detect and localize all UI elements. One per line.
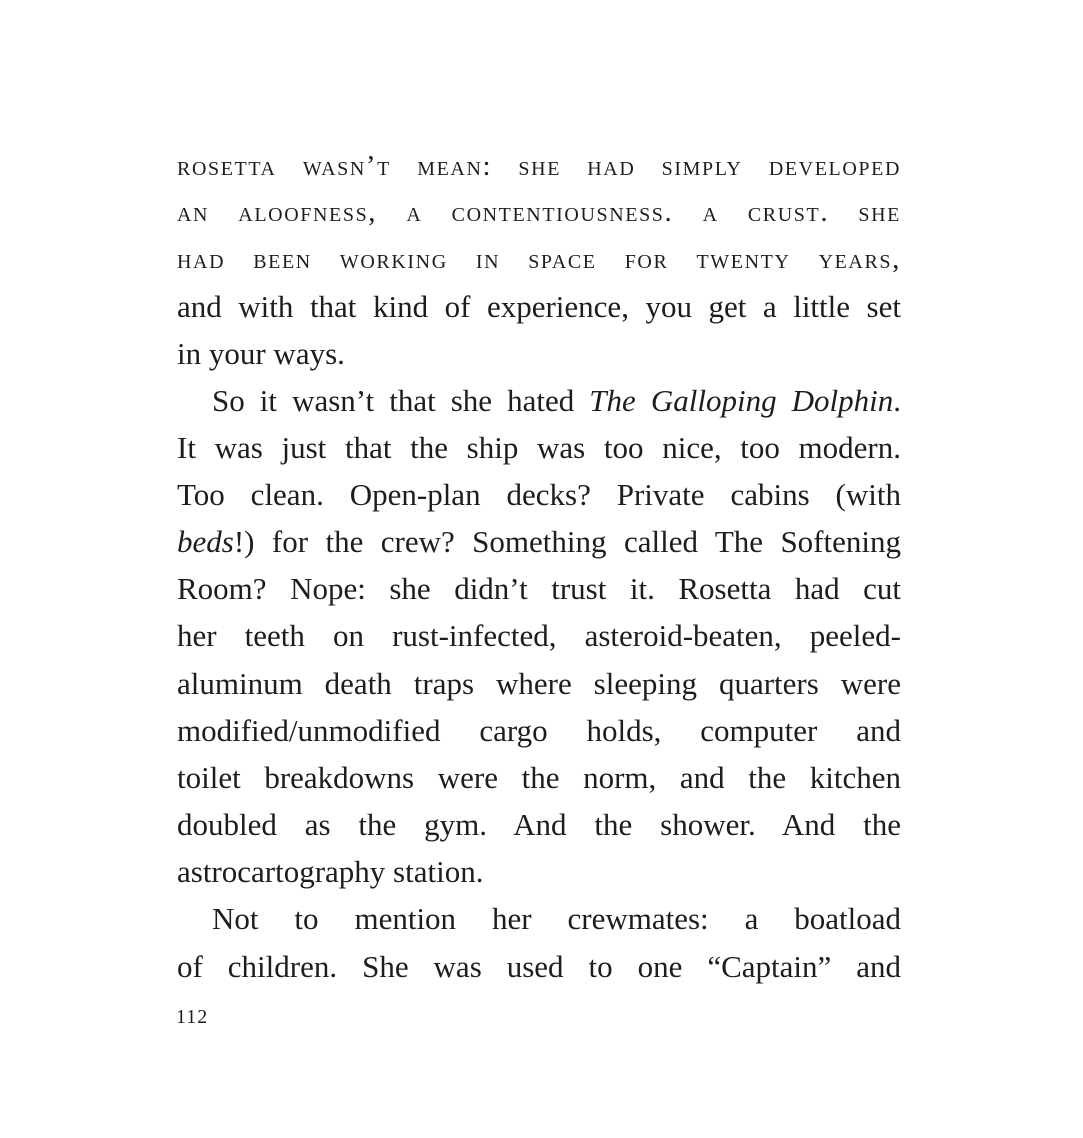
text-line: doubled as the gym. And the shower. And the (177, 807, 901, 842)
text-line: in your ways. (177, 336, 345, 371)
text-line: an aloofness, a contentiousness. a crust. she (177, 196, 901, 228)
text-line: aluminum death traps where sleeping quarters were (177, 666, 901, 701)
text-line: rosetta wasn’t mean: she had simply developed (177, 150, 901, 182)
text-line: Too clean. Open-plan decks? Private cabins (with (177, 477, 901, 512)
text-segment: So it wasn’t that she hated (212, 383, 590, 418)
text-line: It was just that the ship was too nice, too modern. (177, 430, 901, 465)
text-line: toilet breakdowns were the norm, and the kitchen (177, 760, 901, 795)
text-line: of children. She was used to one “Captain” and (177, 949, 901, 984)
italic-word: beds (177, 524, 234, 559)
text-line: and with that kind of experience, you get a little set (177, 289, 901, 324)
text-segment: !) for the crew? Something called The Softening (233, 524, 901, 559)
paragraph-start-line (212, 377, 901, 424)
book-title-italic: The Galloping Dolphin (589, 383, 894, 418)
text-line: Room? Nope: she didn’t trust it. Rosetta had cut (177, 571, 901, 606)
text-line (177, 518, 901, 565)
text-line: astrocartography station. (177, 854, 484, 889)
text-segment: . (893, 383, 901, 418)
page-number: 112 (176, 1006, 209, 1028)
text-line: modified/unmodified cargo holds, computer and (177, 713, 901, 748)
paragraph-start-line: Not to mention her crewmates: a boatload (212, 901, 901, 936)
text-line: had been working in space for twenty years, (177, 243, 901, 275)
text-line: her teeth on rust-infected, asteroid-beaten, peeled- (177, 618, 901, 653)
